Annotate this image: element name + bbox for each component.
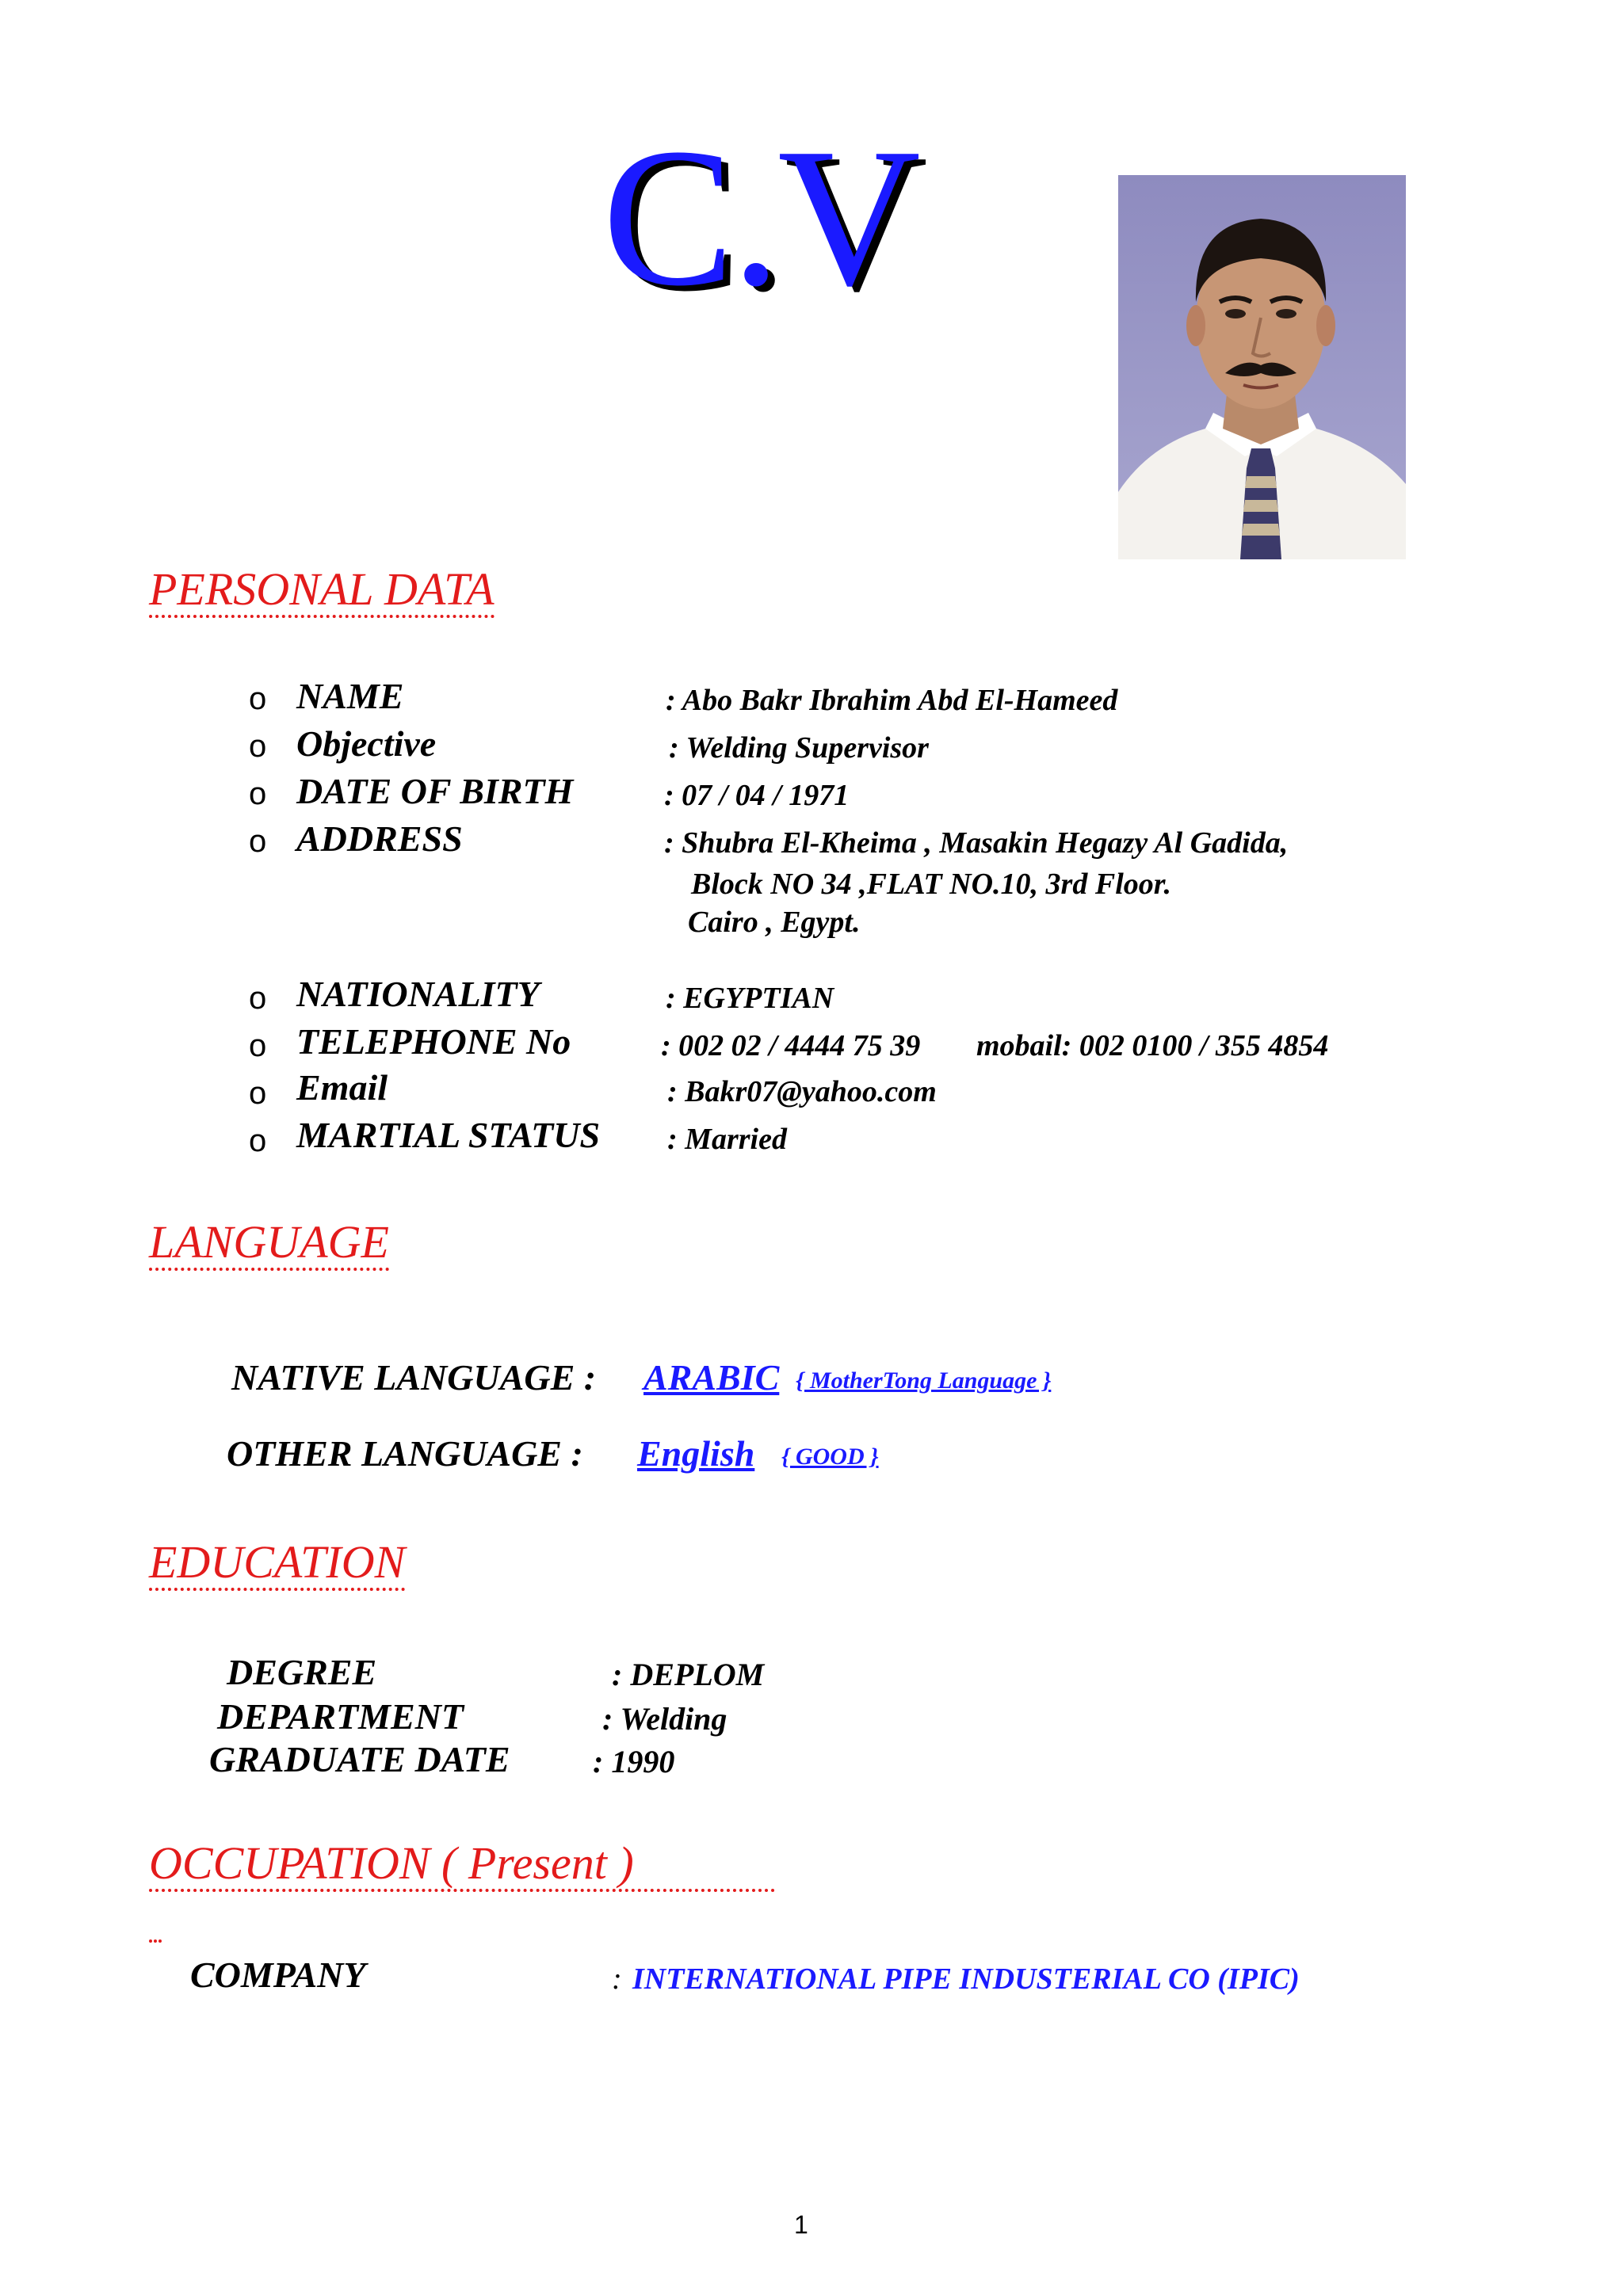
telephone-value: : 002 02 / 4444 75 39 xyxy=(661,1029,921,1062)
graduate-date-value: : 1990 xyxy=(593,1744,675,1779)
bullet-icon: o xyxy=(249,776,267,811)
profile-photo xyxy=(1118,175,1406,559)
section-heading-occupation: OCCUPATION ( Present ) xyxy=(149,1838,775,1892)
nationality-label: NATIONALITY xyxy=(296,974,540,1014)
native-language-label: NATIVE LANGUAGE : xyxy=(231,1357,597,1398)
other-language-label: OTHER LANGUAGE : xyxy=(227,1433,583,1474)
portrait-image xyxy=(1118,175,1406,559)
dob-value: : 07 / 04 / 1971 xyxy=(664,779,850,812)
marital-status-value: : Married xyxy=(667,1123,787,1156)
department-label: DEPARTMENT xyxy=(217,1696,464,1737)
company-colon: : xyxy=(612,1962,622,1996)
section-heading-education: EDUCATION xyxy=(149,1537,405,1591)
marital-status-label: MARTIAL STATUS xyxy=(296,1115,601,1155)
name-value: : Abo Bakr Ibrahim Abd El-Hameed xyxy=(666,684,1118,717)
address-line-1: : Shubra El-Kheima , Masakin Hegazy Al Gadida, xyxy=(664,826,1289,860)
degree-value: : DEPLOM xyxy=(612,1657,765,1692)
bullet-icon: o xyxy=(249,981,267,1016)
other-language-note: { GOOD } xyxy=(781,1444,879,1470)
mobile-value: mobail: 002 0100 / 355 4854 xyxy=(976,1029,1329,1062)
bullet-icon: o xyxy=(249,824,267,859)
bullet-icon: o xyxy=(249,1028,267,1063)
address-line-2: Block NO 34 ,FLAT NO.10, 3rd Floor. xyxy=(691,868,1171,901)
bullet-icon: o xyxy=(249,729,267,764)
bullet-icon: o xyxy=(249,1123,267,1158)
nationality-value: : EGYPTIAN xyxy=(666,982,834,1015)
cv-title: C.V xyxy=(602,108,918,327)
dotted-mark xyxy=(149,1939,162,1943)
graduate-date-label: GRADUATE DATE xyxy=(209,1739,510,1779)
company-label: COMPANY xyxy=(190,1955,366,1995)
address-line-3: Cairo , Egypt. xyxy=(688,906,861,939)
email-value: : Bakr07@yahoo.com xyxy=(667,1075,937,1108)
native-language-value: ARABIC xyxy=(643,1357,780,1398)
dob-label: DATE OF BIRTH xyxy=(296,771,574,811)
page-number: 1 xyxy=(794,2210,808,2239)
company-value: INTERNATIONAL PIPE INDUSTERIAL CO (IPIC) xyxy=(632,1962,1300,1996)
address-label: ADDRESS xyxy=(296,818,463,859)
telephone-label: TELEPHONE No xyxy=(296,1021,571,1062)
department-value: : Welding xyxy=(602,1701,727,1737)
section-heading-personal-data: PERSONAL DATA xyxy=(149,564,495,618)
objective-value: : Welding Supervisor xyxy=(669,731,929,765)
name-label: NAME xyxy=(296,676,404,716)
other-language-value: English xyxy=(637,1433,755,1474)
native-language-note: { MotherTong Language } xyxy=(796,1367,1052,1394)
email-label: Email xyxy=(296,1067,388,1108)
bullet-icon: o xyxy=(249,681,267,716)
section-heading-language: LANGUAGE xyxy=(149,1217,389,1271)
objective-label: Objective xyxy=(296,723,437,764)
degree-label: DEGREE xyxy=(227,1652,377,1692)
bullet-icon: o xyxy=(249,1076,267,1111)
